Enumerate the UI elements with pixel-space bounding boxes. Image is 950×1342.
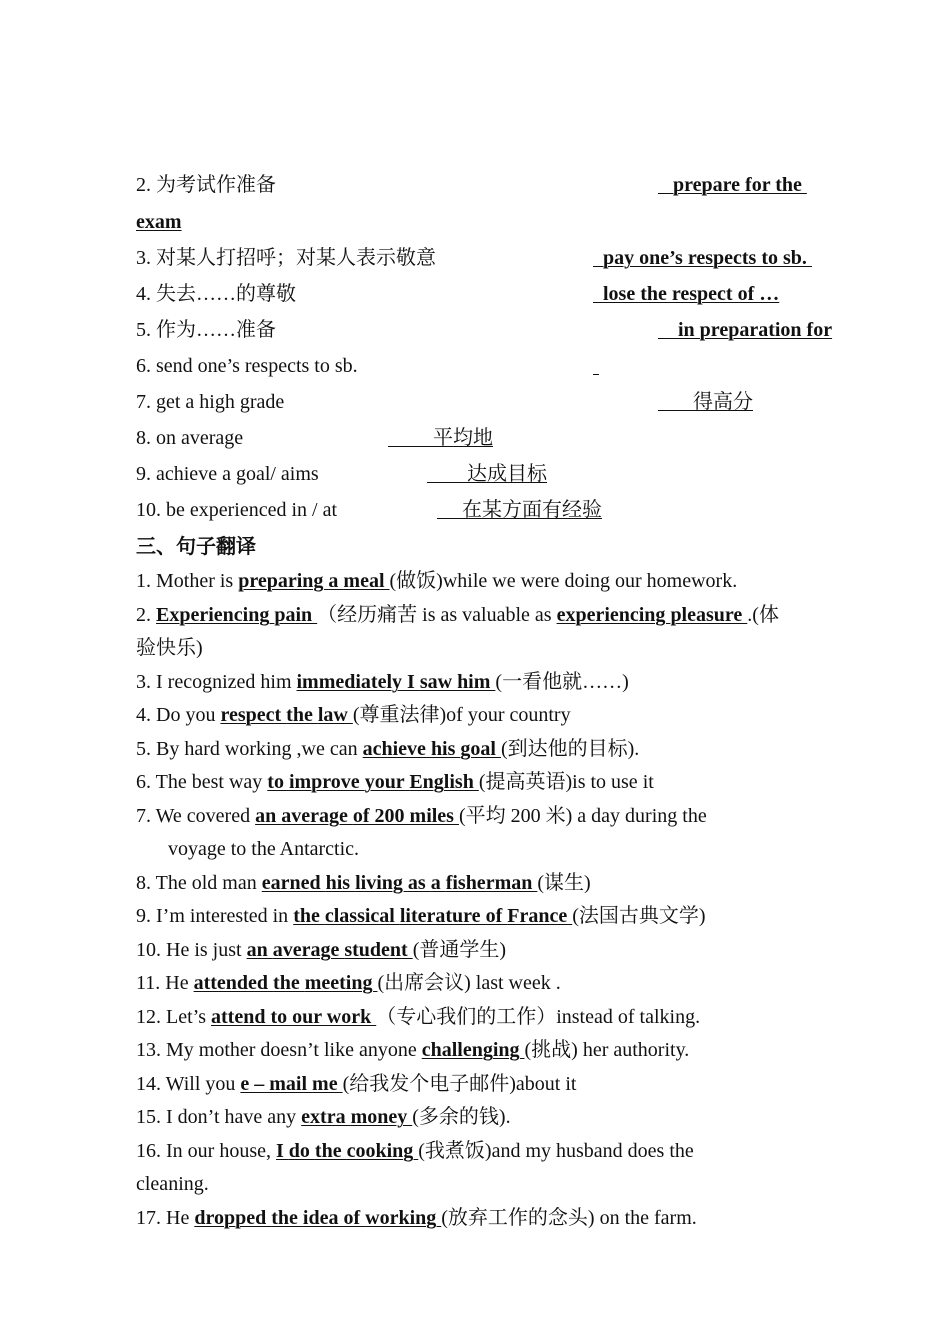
answer-word: respect [220, 704, 287, 726]
vocab-item-2 [136, 173, 276, 197]
answer-word: meal [343, 570, 390, 592]
sentence-3 [136, 670, 629, 694]
sentence-suffix: (平均 200 米) a day during the [458, 805, 707, 827]
sentence-prefix: 3. I recognized him [136, 671, 297, 693]
vocab-item-6: 6. send one’s respects to sb. [136, 355, 358, 377]
answer-word: student [344, 939, 413, 961]
sentence-prefix: 16. In our house, [136, 1140, 276, 1162]
sentence-16 [136, 1139, 694, 1163]
vocab-answer-5: in preparation for [678, 319, 833, 341]
sentence-prefix: 1. Mother is [136, 570, 239, 592]
sentence-suffix: (出席会议) last week . [377, 972, 561, 994]
answer-word: the [286, 704, 318, 726]
vocab-item-3: 3. 对某人打招呼；对某人表示敬意 [136, 247, 436, 269]
vocab-item-4: 4. 失去……的尊敬 [136, 283, 296, 305]
answer-word: average [272, 939, 345, 961]
sentence-2 [136, 603, 779, 627]
answer-word: to [267, 771, 289, 793]
answer-word: his [325, 872, 356, 894]
sentence-15 [136, 1105, 511, 1129]
answer-word: preparing [238, 570, 329, 592]
answer-word: an [255, 805, 282, 827]
answer-word: do [288, 1140, 315, 1162]
sentence-5 [136, 737, 639, 761]
answer-word: living [355, 872, 408, 894]
sentence-6 [136, 770, 654, 794]
sentence-suffix: (挑战) her authority. [524, 1039, 690, 1061]
sentence-suffix: (谋生) [537, 872, 591, 894]
answer-word: money [350, 1106, 413, 1128]
answer-word: e – mail [240, 1073, 313, 1095]
vocab-item-5: 5. 作为……准备 [136, 319, 276, 341]
answer-word: attend [211, 1006, 271, 1028]
sentence-10 [136, 938, 506, 962]
sentence-12 [136, 1005, 700, 1029]
vocab-answer-7: 得高分 [693, 391, 753, 413]
answer-word: of [343, 1207, 366, 1229]
sentence-11 [136, 971, 561, 995]
answer-word: I [407, 671, 420, 693]
answer-word: law [317, 704, 353, 726]
sentence-prefix: 8. The old man [136, 872, 262, 894]
sentence-8 [136, 871, 591, 895]
answer-word: the [271, 1207, 303, 1229]
sentence-suffix: （专心我们的工作）instead of talking. [376, 1006, 701, 1028]
answer-word: of [485, 905, 508, 927]
answer-word: Experiencing [156, 604, 275, 626]
sentence-suffix: (尊重法律)of your country [352, 704, 571, 726]
vocab-item-9: 9. achieve a goal/ aims [136, 463, 319, 485]
item-number: 2. [136, 174, 151, 196]
vocab-item-10: 10. be experienced in / at [136, 499, 338, 521]
sentence-prefix: 15. I don’t have any [136, 1106, 302, 1128]
answer-word: achieve [362, 738, 431, 760]
answer-word: meeting [304, 972, 378, 994]
sentence-prefix: 5. By hard working ,we can [136, 738, 363, 760]
sentence-7-cont: voyage to the Antarctic. [168, 838, 360, 860]
sentence-suffix: (法国古典文学) [572, 905, 706, 927]
answer-word: English [409, 771, 479, 793]
answer-word: your [364, 771, 410, 793]
sentence-suffix: (一看他就……) [495, 671, 629, 693]
answer-word: pain [274, 604, 318, 626]
answer-word: a [328, 570, 344, 592]
answer-word: to [270, 1006, 293, 1028]
sentence-suffix: (提高英语)is to use it [478, 771, 654, 793]
answer-word: immediately [296, 671, 408, 693]
sentence-17 [136, 1206, 697, 1230]
sentence-9 [136, 904, 706, 928]
answer-word: France [507, 905, 573, 927]
vocab-item-8: 8. on average [136, 427, 244, 449]
answer-word: the [314, 1140, 347, 1162]
sentence-suffix: .(体 [747, 604, 779, 626]
answer-word: fisherman [445, 872, 538, 894]
vocab-answer-4: lose the respect of … [603, 283, 780, 305]
answer-word: as [407, 872, 431, 894]
sentence-prefix: 4. Do you [136, 704, 221, 726]
sentence-7 [136, 804, 707, 828]
answer-word: improve [288, 771, 365, 793]
answer-word: miles [409, 805, 459, 827]
answer-word: dropped [194, 1207, 272, 1229]
answer-word: his [430, 738, 461, 760]
answer-word: average [281, 805, 353, 827]
sentence-prefix: 12. Let’s [136, 1006, 211, 1028]
vocab-answer-8: 平均地 [433, 427, 493, 449]
answer-word: earned [261, 872, 326, 894]
sentence-prefix: 14. Will you [136, 1073, 241, 1095]
sentence-prefix: 9. I’m interested in [136, 905, 294, 927]
answer-word: the [273, 972, 305, 994]
answer-word: attended [193, 972, 274, 994]
blank-line [593, 374, 599, 375]
answer-word: literature [399, 905, 486, 927]
answer-word: saw [419, 671, 458, 693]
section-title: 三、句子翻译 [136, 536, 256, 558]
sentence-prefix: 7. We covered [136, 805, 256, 827]
answer-word: goal [460, 738, 501, 760]
sentence-14 [136, 1072, 576, 1096]
sentence-suffix: (我煮饭)and my husband does the [418, 1140, 694, 1162]
answer-word: an [246, 939, 273, 961]
sentence-prefix: 11. He [136, 972, 194, 994]
vocab-answer-10: 在某方面有经验 [462, 499, 602, 521]
answer-word: idea [302, 1207, 344, 1229]
answer-word: him [457, 671, 496, 693]
sentence-2-cont: 验快乐) [136, 637, 203, 659]
vocab-item-7: 7. get a high grade [136, 391, 285, 413]
answer-word: of [352, 805, 375, 827]
vocab-answer-2-cont: exam [136, 211, 182, 233]
sentence-suffix: (放弃工作的念头) on the farm. [441, 1207, 697, 1229]
answer-word: experiencing [556, 604, 671, 626]
answer-word: working [365, 1207, 442, 1229]
sentence-prefix: 6. The best way [136, 771, 268, 793]
sentence-prefix: 13. My mother doesn’t like anyone [136, 1039, 422, 1061]
sentence-suffix: (多余的钱). [412, 1106, 511, 1128]
sentence-suffix: (做饭)while we were doing our homework. [389, 570, 738, 592]
sentence-prefix: 10. He is just [136, 939, 247, 961]
sentence-4 [136, 703, 571, 727]
answer-word: classical [324, 905, 400, 927]
sentence-prefix: 2. [136, 604, 156, 626]
answer-word: pleasure [670, 604, 748, 626]
answer-word: our work [292, 1006, 377, 1028]
sentence-suffix: (普通学生) [412, 939, 507, 961]
answer-word: 200 [374, 805, 410, 827]
answer-word: me [312, 1073, 343, 1095]
vocab-answer-9: 达成目标 [467, 463, 547, 485]
vocab-answer-3: pay one’s respects to sb. [603, 247, 812, 269]
sentence-middle: （经历痛苦 is as valuable as [317, 604, 557, 626]
answer-word: cooking [346, 1140, 419, 1162]
answer-word: a [430, 872, 446, 894]
item-chinese: 为考试作准备 [156, 174, 276, 196]
answer-word: challenging [421, 1039, 525, 1061]
sentence-1 [136, 569, 737, 593]
sentence-prefix: 17. He [136, 1207, 195, 1229]
sentence-suffix: (给我发个电子邮件)about it [342, 1073, 577, 1095]
sentence-16-cont: cleaning. [136, 1173, 209, 1195]
answer-word: extra [301, 1106, 351, 1128]
sentence-13 [136, 1038, 689, 1062]
vocab-answer-2: prepare for the [673, 174, 807, 196]
sentence-suffix: (到达他的目标). [500, 738, 640, 760]
answer-word: the [293, 905, 325, 927]
answer-word: I [275, 1140, 289, 1162]
